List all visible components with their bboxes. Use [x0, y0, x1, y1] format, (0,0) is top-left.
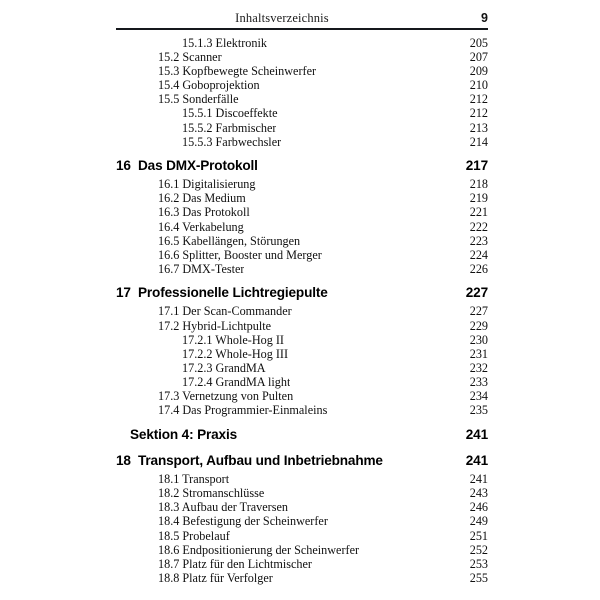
toc-entry-page-number: 234	[469, 388, 488, 403]
toc-section-row[interactable]	[116, 426, 488, 444]
toc-entry-label: 17.2.3 GrandMA	[182, 360, 266, 375]
header-rule	[116, 28, 488, 30]
toc-entry-page-number: 205	[469, 36, 488, 50]
toc-entry-row[interactable]	[116, 486, 488, 500]
toc-entry-label: 16.5 Kabellängen, Störungen	[158, 233, 301, 248]
toc-entry-label: 15.2 Scanner	[158, 50, 222, 65]
toc-chapter-row[interactable]	[116, 157, 488, 175]
toc-entry-page-number: 230	[469, 332, 488, 347]
toc-entry-label: 18.3 Aufbau der Traversen	[158, 500, 288, 515]
toc-entry-page-number: 241	[469, 472, 488, 487]
toc-entry-row[interactable]	[116, 50, 488, 64]
toc-entry-label: 16.1 Digitalisierung	[158, 177, 256, 192]
toc-chapter-number: 18	[116, 453, 131, 469]
toc-entry-label: 18.2 Stromanschlüsse	[158, 486, 265, 501]
toc-chapter-row[interactable]	[116, 284, 488, 302]
toc-entry-label: 17.2.4 GrandMA light	[182, 374, 291, 389]
toc-entry-label: 15.5 Sonderfälle	[158, 92, 239, 107]
toc-entry-row[interactable]	[116, 191, 488, 205]
toc-entry-label: 16.6 Splitter, Booster und Merger	[158, 247, 322, 262]
toc-entry-page-number: 227	[469, 304, 488, 319]
toc-entry-page-number: 213	[469, 120, 488, 135]
toc-entry-row[interactable]	[116, 472, 488, 486]
toc-entry-page-number: 212	[469, 92, 488, 107]
toc-chapter-label	[116, 452, 383, 470]
toc-chapter-page-number: 217	[465, 158, 488, 174]
toc-entry-page-number: 253	[469, 556, 488, 571]
toc-entry-row[interactable]	[116, 529, 488, 543]
toc-entry-page-number: 249	[469, 514, 488, 529]
toc-entry-page-number: 243	[469, 486, 488, 501]
toc-entry-label: 16.3 Das Protokoll	[158, 205, 250, 220]
toc-entry-row[interactable]	[116, 361, 488, 375]
toc-section-title: Sektion 4: Praxis	[130, 426, 238, 442]
toc-entry-row[interactable]	[116, 248, 488, 262]
toc-chapter-number: 16	[116, 158, 131, 174]
toc-chapter-label	[116, 157, 258, 175]
toc-entry-label: 15.5.1 Discoeffekte	[182, 106, 278, 121]
toc-entry-row[interactable]	[116, 135, 488, 149]
toc-entry-label: 15.5.2 Farbmischer	[182, 120, 277, 135]
toc-chapter-title: Das DMX-Protokoll	[138, 158, 258, 174]
toc-entry-page-number: 226	[469, 261, 488, 276]
toc-entry-row[interactable]	[116, 262, 488, 276]
toc-entry-page-number: 252	[469, 542, 488, 557]
toc-section-page-number: 241	[465, 426, 488, 442]
toc-entry-label: 18.6 Endpositionierung der Scheinwerfer	[158, 542, 360, 557]
toc-chapter-label	[116, 284, 328, 302]
toc-entry-label: 18.5 Probelauf	[158, 528, 230, 543]
toc-entry-row[interactable]	[116, 205, 488, 219]
toc-entry-page-number: 221	[469, 205, 488, 220]
toc-entry-page-number: 235	[469, 403, 488, 418]
toc-entry-row[interactable]	[116, 403, 488, 417]
toc-entry-page-number: 229	[469, 318, 488, 333]
toc-entry-label: 17.3 Vernetzung von Pulten	[158, 388, 294, 403]
toc-entry-row[interactable]	[116, 177, 488, 191]
toc-entry-page-number: 209	[469, 64, 488, 79]
toc-entry-row[interactable]	[116, 514, 488, 528]
toc-chapter-title: Professionelle Lichtregiepulte	[138, 285, 328, 301]
toc-entry-page-number: 222	[469, 219, 488, 234]
toc-entry-label: 17.2.1 Whole-Hog II	[182, 332, 284, 347]
toc-entry-row[interactable]	[116, 571, 488, 585]
toc-entry-row[interactable]	[116, 500, 488, 514]
toc-entry-label: 18.7 Platz für den Lichtmischer	[158, 556, 312, 571]
toc-entry-row[interactable]	[116, 389, 488, 403]
toc-entry-label: 15.4 Goboprojektion	[158, 78, 260, 93]
toc-entry-page-number: 233	[469, 374, 488, 389]
toc-entry-row[interactable]	[116, 64, 488, 78]
toc-entry-row[interactable]	[116, 220, 488, 234]
toc-chapter-title: Transport, Aufbau und Inbetriebnahme	[138, 453, 383, 469]
toc-entry-page-number: 223	[469, 233, 488, 248]
toc-entry-label: 17.2 Hybrid-Lichtpulte	[158, 318, 272, 333]
toc-chapter-number: 17	[116, 285, 131, 301]
toc-entry-page-number: 251	[469, 528, 488, 543]
toc-entry-row[interactable]	[116, 319, 488, 333]
toc-entry-label: 16.2 Das Medium	[158, 191, 246, 206]
toc-entry-page-number: 207	[469, 50, 488, 65]
toc-entry-row[interactable]	[116, 234, 488, 248]
running-head-page-number: 9	[481, 11, 488, 25]
toc-entry-row[interactable]	[116, 106, 488, 120]
toc-entry-page-number: 219	[469, 191, 488, 206]
toc-list	[116, 36, 488, 585]
toc-chapter-page-number: 241	[465, 453, 488, 469]
toc-entry-page-number: 210	[469, 78, 488, 93]
toc-entry-label: 17.1 Der Scan-Commander	[158, 304, 292, 319]
toc-entry-label: 18.1 Transport	[158, 472, 230, 487]
toc-entry-label: 16.7 DMX-Tester	[158, 261, 245, 276]
toc-entry-page-number: 231	[469, 346, 488, 361]
toc-entry-row[interactable]	[116, 304, 488, 318]
toc-entry-row[interactable]	[116, 36, 488, 50]
toc-entry-label: 18.8 Platz für Verfolger	[158, 570, 273, 585]
toc-entry-page-number: 255	[469, 570, 488, 585]
toc-entry-label: 15.3 Kopfbewegte Scheinwerfer	[158, 64, 317, 79]
toc-entry-page-number: 224	[469, 247, 488, 262]
toc-entry-label: 16.4 Verkabelung	[158, 219, 244, 234]
toc-entry-row[interactable]	[116, 333, 488, 347]
toc-entry-page-number: 212	[469, 106, 488, 121]
toc-entry-page-number: 218	[469, 177, 488, 192]
running-head	[116, 11, 488, 26]
toc-entry-row[interactable]	[116, 121, 488, 135]
toc-entry-page-number: 232	[469, 360, 488, 375]
toc-entry-row[interactable]	[116, 78, 488, 92]
running-head-title: Inhaltsverzeichnis	[235, 11, 329, 25]
toc-entry-row[interactable]	[116, 375, 488, 389]
toc-entry-label: 18.4 Befestigung der Scheinwerfer	[158, 514, 328, 529]
toc-entry-row[interactable]	[116, 92, 488, 106]
toc-entry-label: 15.1.3 Elektronik	[182, 36, 267, 50]
toc-entry-label: 17.4 Das Programmier-Einmaleins	[158, 403, 328, 418]
toc-entry-row[interactable]	[116, 347, 488, 361]
toc-entry-row[interactable]	[116, 557, 488, 571]
toc-chapter-row[interactable]	[116, 452, 488, 470]
toc-entry-page-number: 214	[469, 134, 488, 149]
toc-entry-label: 17.2.2 Whole-Hog III	[182, 346, 289, 361]
toc-chapter-page-number: 227	[465, 285, 488, 301]
toc-entry-label: 15.5.3 Farbwechsler	[182, 134, 282, 149]
toc-entry-row[interactable]	[116, 543, 488, 557]
toc-entry-page-number: 246	[469, 500, 488, 515]
